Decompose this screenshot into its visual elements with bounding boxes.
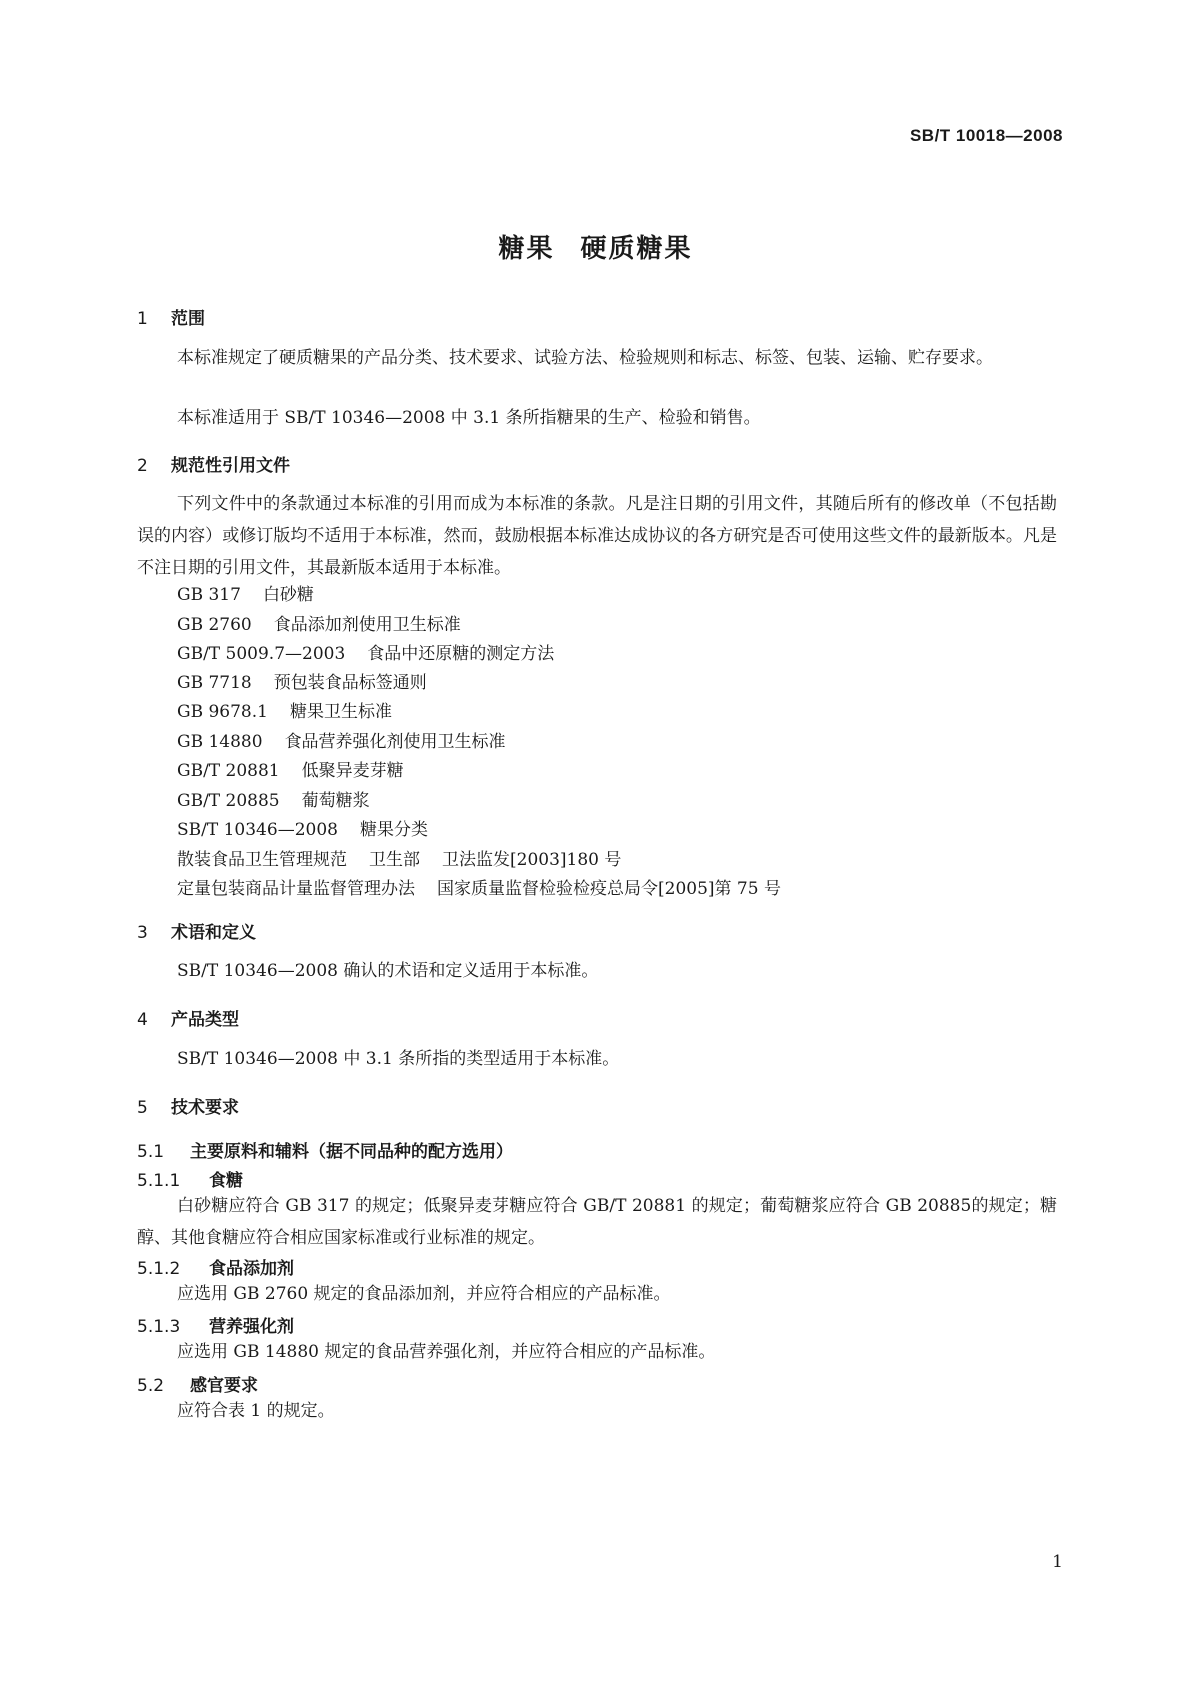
section-number: 5.2: [137, 1376, 165, 1396]
section-number: 5.1.1: [137, 1171, 181, 1191]
reference-item: GB 7718 预包装食品标签通则: [177, 673, 427, 693]
section-title: 食糖: [209, 1171, 243, 1191]
section-5-1-3-paragraph: 应选用 GB 14880 规定的食品营养强化剂，并应符合相应的产品标准。: [177, 1342, 716, 1362]
section-title: 营养强化剂: [209, 1317, 294, 1337]
reference-item: GB 2760 食品添加剂使用卫生标准: [177, 615, 461, 635]
document-title: [0, 228, 1191, 265]
section-2-paragraph-1: 下列文件中的条款通过本标准的引用而成为本标准的条款。凡是注日期的引用文件，其随后所有的修改单（不包括勘误的内容）或修订版均不适用于本标准，然而，鼓励根据本标准达成协议的各方研究是否可使用这些文件的最新版本。凡是不注日期的引用文件，其最新版本适用于本标准。: [137, 494, 1057, 578]
section-number: 5.1: [137, 1142, 165, 1162]
section-title: 技术要求: [171, 1098, 239, 1118]
reference-item: GB/T 20881 低聚异麦芽糖: [177, 761, 404, 781]
section-4-paragraph-1: SB/T 10346—2008 中 3.1 条所指的类型适用于本标准。: [177, 1049, 620, 1069]
section-number: 2: [137, 456, 148, 476]
section-number: 3: [137, 923, 148, 943]
reference-item: GB 9678.1 糖果卫生标准: [177, 702, 392, 722]
section-1-paragraph-1: 本标准规定了硬质糖果的产品分类、技术要求、试验方法、检验规则和标志、标签、包装、运输、贮存要求。: [177, 348, 993, 368]
section-5-1-2-paragraph: 应选用 GB 2760 规定的食品添加剂，并应符合相应的产品标准。: [177, 1284, 671, 1304]
section-number: 5.1.2: [137, 1259, 181, 1279]
reference-item: 散装食品卫生管理规范 卫生部 卫法监发[2003]180 号: [177, 850, 622, 870]
section-4-heading: [137, 1005, 239, 1030]
title-part-1: 糖果: [498, 234, 555, 264]
reference-item: SB/T 10346—2008 糖果分类: [177, 820, 428, 840]
section-number: 1: [137, 309, 148, 329]
section-1-paragraph-2: 本标准适用于 SB/T 10346—2008 中 3.1 条所指糖果的生产、检验和销售。: [177, 408, 761, 428]
section-title: 术语和定义: [171, 923, 256, 943]
section-3-paragraph-1: SB/T 10346—2008 确认的术语和定义适用于本标准。: [177, 961, 599, 981]
section-5-heading: [137, 1093, 239, 1118]
reference-item: GB 317 白砂糖: [177, 585, 314, 605]
section-1-heading: [137, 304, 205, 329]
section-title: 规范性引用文件: [171, 456, 290, 476]
section-title: 感官要求: [190, 1376, 258, 1396]
section-5-1-2-heading: [137, 1254, 294, 1279]
section-5-1-1-heading: [137, 1166, 243, 1191]
standard-code: SB/T 10018—2008: [909, 126, 1063, 145]
section-3-heading: [137, 918, 256, 943]
page-number: 1: [1052, 1552, 1063, 1572]
section-5-1-heading: [137, 1137, 513, 1162]
section-number: 5.1.3: [137, 1317, 181, 1337]
section-5-2-heading: [137, 1371, 258, 1396]
title-part-2: 硬质糖果: [580, 234, 693, 264]
section-number: 4: [137, 1010, 148, 1030]
section-title: 主要原料和辅料（据不同品种的配方选用）: [190, 1142, 513, 1162]
section-number: 5: [137, 1098, 148, 1118]
reference-item: GB/T 5009.7—2003 食品中还原糖的测定方法: [177, 644, 555, 664]
section-2-heading: [137, 451, 290, 476]
reference-item: GB/T 20885 葡萄糖浆: [177, 791, 370, 811]
section-title: 食品添加剂: [209, 1259, 294, 1279]
section-title: 范围: [171, 309, 205, 329]
reference-item: GB 14880 食品营养强化剂使用卫生标准: [177, 732, 506, 752]
section-5-1-1-paragraph: 白砂糖应符合 GB 317 的规定；低聚异麦芽糖应符合 GB/T 20881 的规定；葡萄糖浆应符合 GB 20885的规定；糖醇、其他食糖应符合相应国家标准或行业标准的规定。: [137, 1196, 1057, 1248]
section-title: 产品类型: [171, 1010, 239, 1030]
section-5-2-paragraph: 应符合表 1 的规定。: [177, 1401, 335, 1421]
reference-item: 定量包装商品计量监督管理办法 国家质量监督检验检疫总局令[2005]第 75 号: [177, 879, 781, 899]
section-5-1-3-heading: [137, 1312, 294, 1337]
